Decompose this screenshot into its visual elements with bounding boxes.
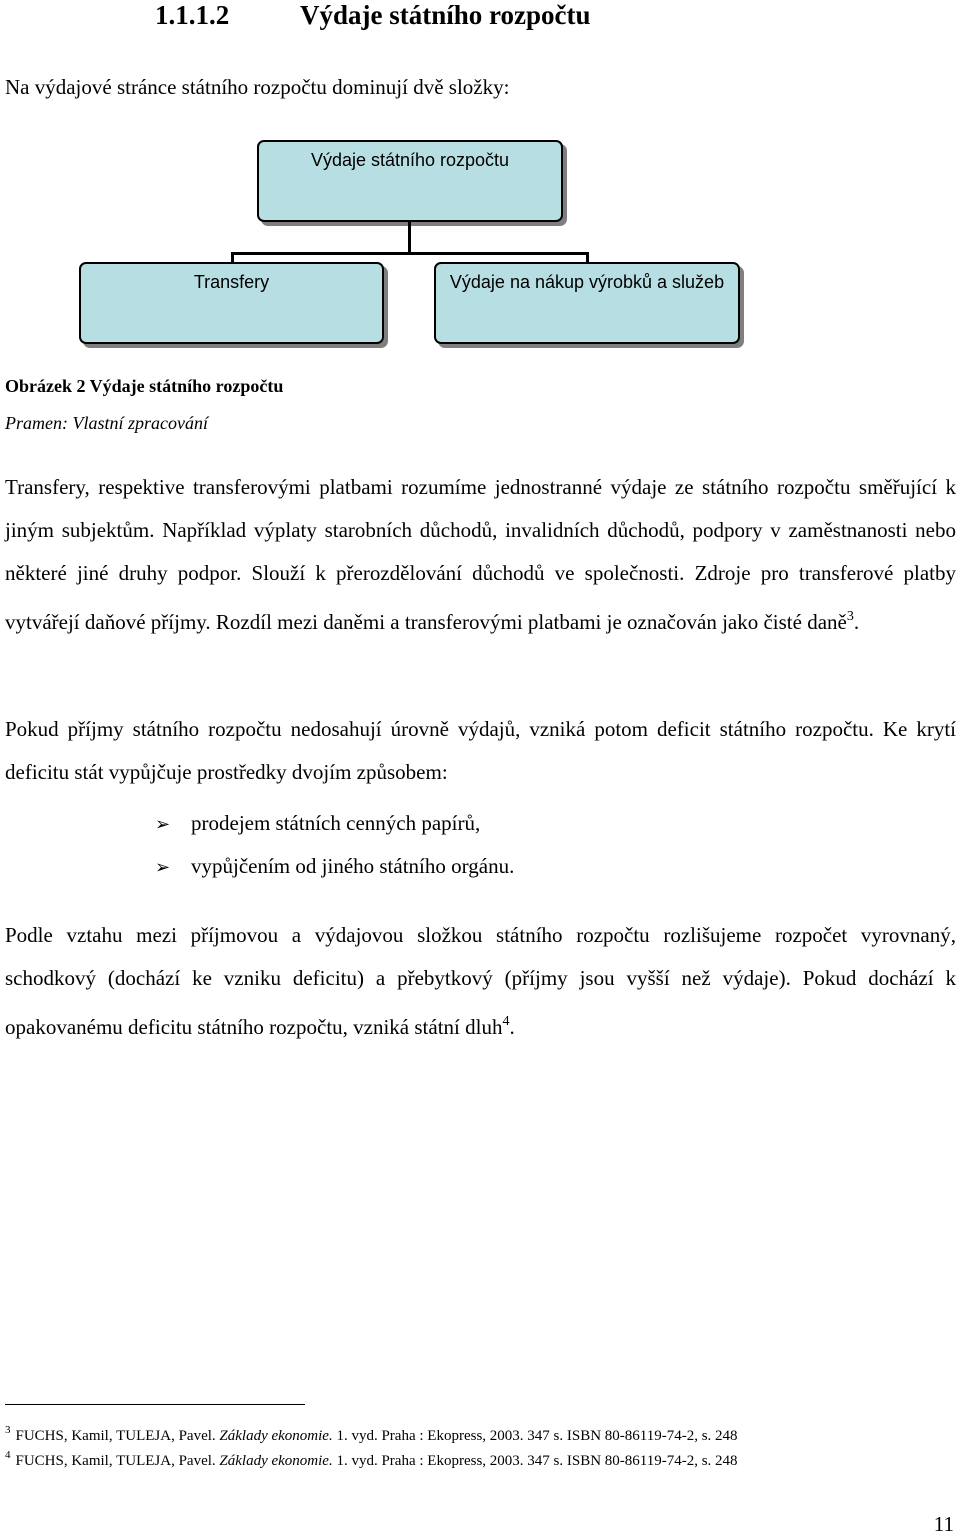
footnote-3 (5, 1420, 738, 1446)
paragraph-transfers-end: . (853, 610, 860, 634)
section-title: Výdaje státního rozpočtu (300, 0, 591, 30)
footnote-title: Základy ekonomie. (219, 1453, 333, 1469)
figure-source: Pramen: Vlastní zpracování (5, 413, 208, 433)
list-item (155, 845, 514, 889)
connector-horizontal (231, 252, 588, 255)
paragraph-deficit: Pokud příjmy státního rozpočtu nedosahují úrovně výdajů, vzniká potom deficit státního rozpočtu. Ke krytí deficitu stát vypůjčuje prostředky dvojím způsobem: (5, 717, 956, 784)
page-number: 11 (933, 1512, 954, 1536)
paragraph-budget-types-text: Podle vztahu mezi příjmovou a výdajovou složkou státního rozpočtu rozlišujeme rozpočet vyrovnaný, schodkový (dochází ke vzniku deficitu) a přebytkový (příjmy jsou vyšší než výdaje). Pokud dochází k opakovanému deficitu státního rozpočtu, vzniká státní dluh (5, 923, 956, 1039)
arrow-bullet-icon: ➢ (155, 857, 171, 878)
section-number: 1.1.1.2 (155, 0, 230, 30)
paragraph-transfers (5, 466, 956, 644)
footnote-ref-4[interactable]: 4 (502, 1014, 510, 1029)
paragraph-transfers-text: Transfery, respektive transferovými platbami rozumíme jednostranné výdaje ze státního rozpočtu směřující k jiným subjektům. Například výplaty starobních důchodů, invalidních důchodů, podpory v zaměstnanosti nebo některé jiné druhy podpor. Slouží k přerozdělování důchodů ve společnosti. Zdroje pro transferové platby vytvářejí daňové příjmy. Rozdíl mezi daněmi a transferovými platbami je označován jako čisté daně (5, 475, 956, 634)
figure-caption: Obrázek 2 Výdaje státního rozpočtu (5, 376, 284, 396)
footnote-number: 4 (5, 1449, 11, 1461)
footnote-authors: FUCHS, Kamil, TULEJA, Pavel. (15, 1453, 220, 1469)
diagram-right-box (434, 262, 740, 344)
diagram-right-label: Výdaje na nákup výrobků a služeb (449, 272, 725, 292)
diagram-root-box (257, 140, 563, 222)
footnote-4 (5, 1445, 738, 1471)
diagram-left-box (79, 262, 384, 344)
connector-vertical-root (408, 222, 411, 254)
footnote-separator (5, 1404, 305, 1405)
footnote-title: Základy ekonomie. (219, 1428, 333, 1444)
paragraph-budget-types-end: . (509, 1015, 515, 1039)
paragraph-budget-types (5, 914, 956, 1049)
footnote-authors: FUCHS, Kamil, TULEJA, Pavel. (15, 1428, 220, 1444)
footnote-details: 1. vyd. Praha : Ekopress, 2003. 347 s. ISBN 80-86119-74-2, s. 248 (332, 1428, 738, 1444)
section-heading (155, 0, 591, 30)
list-item (155, 802, 480, 846)
arrow-bullet-icon: ➢ (155, 814, 171, 835)
footnote-number: 3 (5, 1424, 11, 1436)
intro-text: Na výdajové stránce státního rozpočtu dominují dvě složky: (5, 75, 510, 99)
list-item-text: prodejem státních cenných papírů, (191, 811, 481, 835)
diagram-left-label: Transfery (193, 272, 270, 292)
list-item-text: vypůjčením od jiného státního orgánu. (191, 854, 515, 878)
diagram-root-label: Výdaje státního rozpočtu (310, 150, 510, 170)
footnote-details: 1. vyd. Praha : Ekopress, 2003. 347 s. ISBN 80-86119-74-2, s. 248 (332, 1453, 738, 1469)
footnote-ref-3[interactable]: 3 (846, 609, 854, 624)
